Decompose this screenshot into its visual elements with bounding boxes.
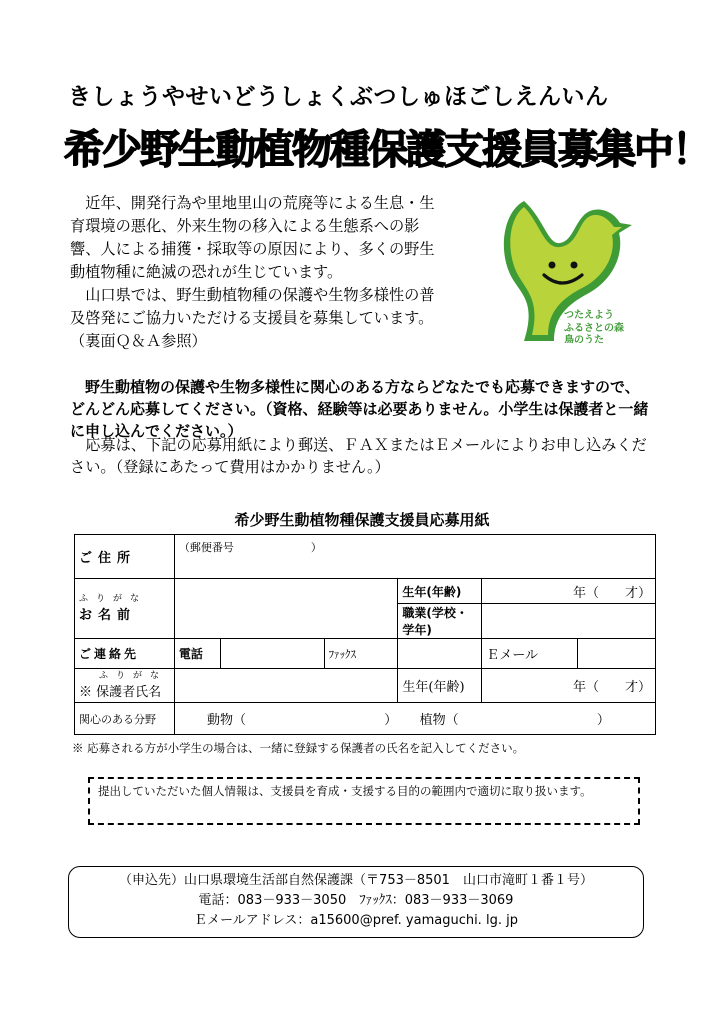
address-field[interactable] <box>174 535 655 579</box>
plant-close: ） <box>596 713 610 728</box>
intro-paragraph-1: 近年、開発行為や里地里山の荒廃等による生息・生育環境の悪化、外来生物の移入による生態系への影響、人による捕獲・採取等の原因により、多くの野生動植物種に絶滅の恐れが生じています。 <box>70 194 435 281</box>
application-text: 応募は、下記の応募用紙により郵送、ＦＡＸまたはＥメールによりお申し込みください。（登録にあたって費用はかかりません。） <box>70 436 647 476</box>
animal-label: 動物（ <box>207 713 247 728</box>
contact-label: ご連絡先 <box>75 639 175 669</box>
job-field[interactable] <box>482 604 656 639</box>
logo-line-3: 鳥のうた <box>564 335 604 343</box>
animal-close: ） <box>384 713 398 728</box>
fax-label: ﾌｧｯｸｽ <box>324 639 398 669</box>
birth-value: 年（ 才） <box>572 585 651 601</box>
interest-field[interactable] <box>174 703 655 735</box>
page-title: 希少野生動植物種保護支援員募集中！ <box>64 127 710 173</box>
contact-email: Ｅメールアドレス：a15600@pref. yamaguchi. lg. jp <box>194 913 518 928</box>
fax-field[interactable] <box>398 639 482 669</box>
email-label: Ｅメール <box>482 639 578 669</box>
guardian-birth-value: 年（ 才） <box>572 680 651 695</box>
guardian-note: ※ 応募される方が小学生の場合は、一緒に登録する保護者の氏名を記入してください。 <box>72 741 525 755</box>
logo-line-1: つたえよう <box>564 310 614 321</box>
tel-label: 電話 <box>174 639 220 669</box>
address-label: ご住所 <box>75 535 175 579</box>
intro-paragraph-2: 山口県では、野生動植物種の保護や生物多様性の普及啓発にご協力いただける支援員を募集しています。（裏面Ｑ＆Ａ参照） <box>70 286 435 350</box>
job-label: 職業(学校・学年) <box>398 604 482 639</box>
title-ruby: きしょうやせいどうしょくぶつしゅほごしえんいん <box>68 84 609 110</box>
bird-logo-icon <box>494 193 644 343</box>
name-field[interactable] <box>174 579 398 639</box>
guardian-label-cell <box>75 669 175 703</box>
contact-box <box>68 866 644 938</box>
plant-label: 植物（ <box>419 713 459 728</box>
guardian-field[interactable] <box>174 669 398 703</box>
email-field[interactable] <box>578 639 656 669</box>
birth-label: 生年(年齢) <box>398 579 482 604</box>
guardian-birth-label: 生年(年齢) <box>398 669 482 703</box>
birth-field[interactable] <box>482 579 656 604</box>
eligibility-text: 野生動植物の保護や生物多様性に関心のある方ならどなたでも応募できますので、どんどん応募してください。（資格、経験等は必要ありません。小学生は保護者と一緒に申し込んでください。） <box>70 378 649 440</box>
logo-line-2: ふるさとの森 <box>564 323 624 334</box>
contact-address: （申込先）山口県環境生活部自然保護課（〒753－8501 山口市滝町１番１号） <box>119 873 593 888</box>
form-title: 希少野生動植物種保護支援員応募用紙 <box>234 511 490 529</box>
interest-label: 関心のある分野 <box>75 703 175 735</box>
contact-phone: 電話：083－933－3050 ﾌｧｯｸｽ：083－933－3069 <box>198 893 514 908</box>
name-label: お名前 <box>79 608 137 623</box>
guardian-birth-field[interactable] <box>482 669 656 703</box>
privacy-notice: 提出していただいた個人情報は、支援員を育成・支援する目的の範囲内で適切に取り扱います。 <box>88 777 640 825</box>
name-furigana: ふりがな <box>79 594 148 604</box>
intro-text <box>70 192 444 353</box>
application-form <box>74 534 656 735</box>
name-label-cell <box>75 579 175 639</box>
postal-code-label: （郵便番号 ） <box>178 541 322 554</box>
tel-field[interactable] <box>220 639 324 669</box>
bird-logo <box>494 193 644 343</box>
guardian-furigana: ふりがな <box>99 671 168 681</box>
guardian-label: ※ 保護者氏名 <box>79 685 162 700</box>
